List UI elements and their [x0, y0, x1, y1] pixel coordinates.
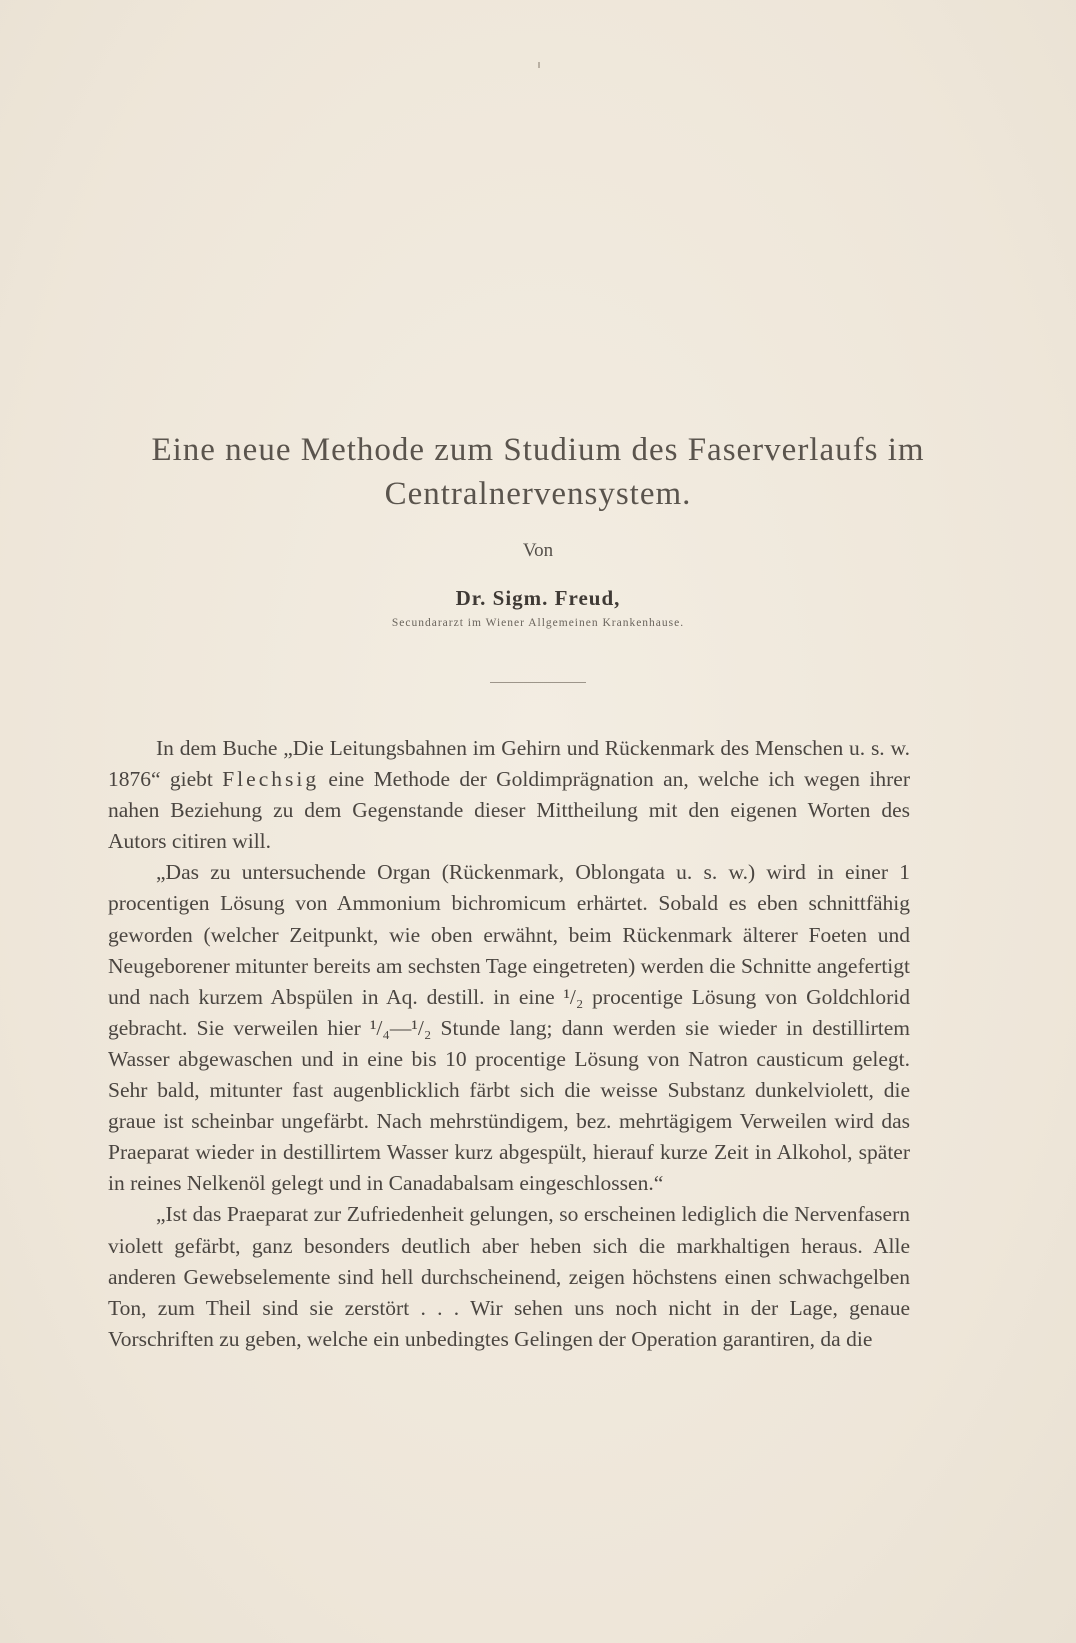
paragraph-2: „Das zu untersuchende Organ (Rückenmark, Oblongata u. s. w.) wird in einer 1 procentigen Lösung von Ammonium bichromicum erhärtet. Sobald es eben schnittfähig geworden (welcher Zeitpunkt, wie oben erwähnt, beim Rückenmark älterer Foeten und Neugeborener mitunter bereits am sechsten Tage eingetreten) werden die Schnitte angefertigt und nach kurzem Abspülen in Aq. destill. in eine ¹/₂ procentige Lösung von Goldchlorid gebracht. Sie verweilen hier ¹/₄—¹/₂ Stunde lang; dann werden sie wieder in destillirtem Wasser abgewaschen und in eine bis 10 procentige Lösung von Natron causticum gelegt. Sehr bald, mitunter fast augenblicklich färbt sich die weisse Substanz dunkelviolett, die graue ist scheinbar ungefärbt. Nach mehrstündigem, bez. mehrtägigem Verweilen wird das Praeparat wieder in destillirtem Wasser kurz abgespült, hierauf kurze Zeit in Alkohol, später in reines Nelkenöl gelegt und in Canadabalsam eingeschlossen.“ — [108, 860, 910, 1196]
paragraph-3: „Ist das Praeparat zur Zufriedenheit gelungen, so erscheinen lediglich die Nervenfasern violett gefärbt, ganz besonders deutlich aber heben sich die markhaltigen heraus. Alle anderen Gewebselemente sind hell durchscheinend, zeigen höchstens einen schwachgelben Ton, zum Theil sind sie zerstört . . . Wir sehen uns noch nicht in der Lage, genaue Vorschriften zu geben, welche ein unbedingtes Gelingen der Operation garantiren, da die — [108, 1202, 910, 1351]
byline-von: Von — [522, 540, 554, 561]
print-speck — [538, 62, 540, 68]
paragraph-1-part-b: eine Methode der Goldimprägnation an, welche ich wegen ihrer nahen Beziehung zu dem Gegenstande dieser Mittheilung mit den eigenen Worten des Autors citiren will. — [108, 767, 910, 854]
paragraph-1-part-a: In dem Buche „Die Leitungsbahnen im Gehirn und Rückenmark des Menschen u. s. w. 1876“ giebt — [108, 736, 910, 792]
author-name-spaced: Flechsig — [222, 767, 320, 792]
title-line-1: Eine neue Methode zum Studium des Faserverlaufs im — [151, 432, 925, 468]
article-title — [60, 428, 1016, 516]
author-name: Dr. Sigm. Freud, — [455, 586, 621, 610]
body-text — [108, 733, 910, 1355]
title-line-2: Centralnervensystem. — [384, 476, 692, 512]
author-affiliation: Secundararzt im Wiener Allgemeinen Krankenhause. — [391, 617, 685, 629]
paragraph-1 — [108, 733, 910, 857]
title-divider — [490, 682, 586, 683]
